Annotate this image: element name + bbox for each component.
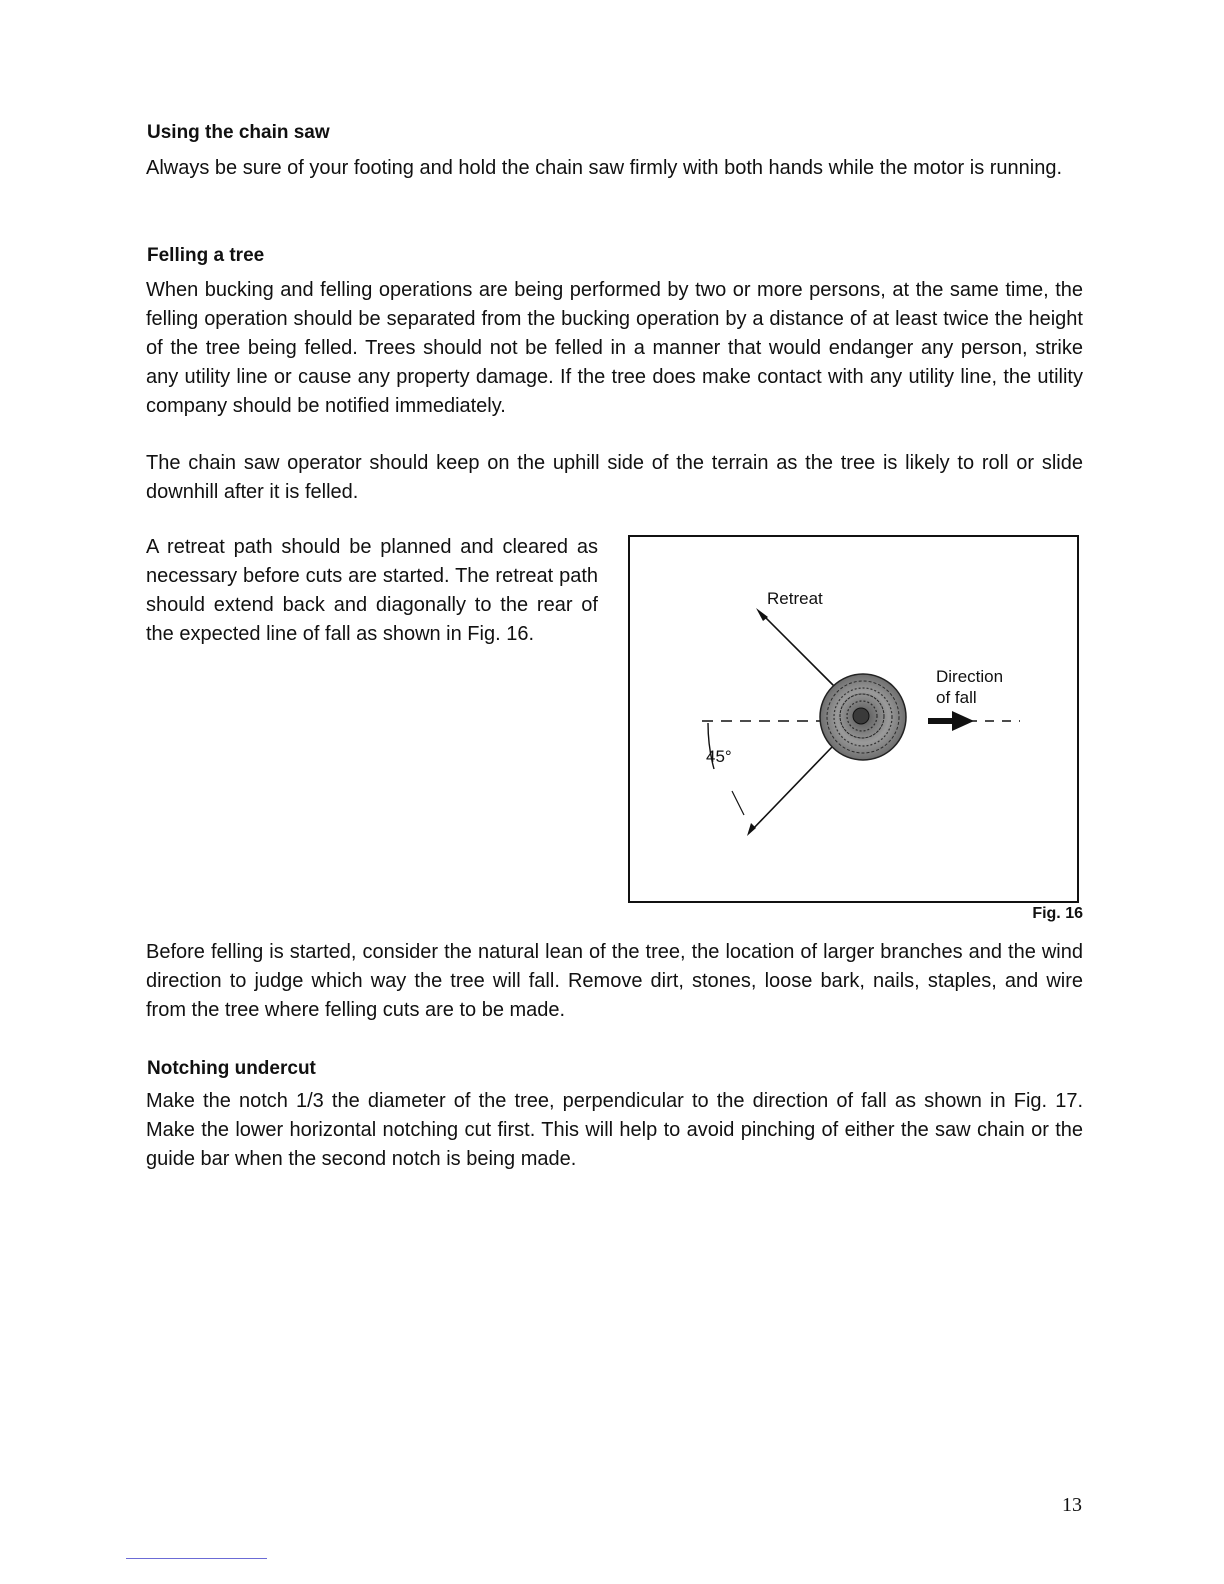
figure-caption: Fig. 16: [1032, 905, 1083, 922]
paragraph-retreat-path: A retreat path should be planned and cleared as necessary before cuts are started. The retreat path should extend back and diagonally to the rear of the expected line of fall as shown in Fig. 16.: [146, 536, 598, 645]
angle-label: 45°: [706, 747, 732, 766]
tree-trunk-icon: [820, 674, 906, 760]
paragraph-before-felling: Before felling is started, consider the natural lean of the tree, the location of larger branches and the wind direction to judge which way the tree will fall. Remove dirt, stones, loose bark, nails, staples, and wire from the tree where felling cuts are to be made.: [146, 941, 1083, 1021]
retreat-label: Retreat: [767, 589, 823, 608]
felling-diagram-svg: [630, 537, 1077, 901]
paragraph-felling-operations: When bucking and felling operations are being performed by two or more persons, at the same time, the felling operation should be separated from the bucking operation by a distance of at least twice the height of the tree being felled. Trees should not be felled in a manner that would endanger any person, strike any utility line or cause any property damage. If the tree does make contact with any utility line, the utility company should be notified immediately.: [146, 279, 1083, 417]
page-number: 13: [1062, 1494, 1082, 1516]
direction-arrowhead: [952, 711, 974, 731]
paragraph-uphill-side: The chain saw operator should keep on the uphill side of the terrain as the tree is likely to roll or slide downhill after it is felled.: [146, 452, 1083, 503]
retreat-arrowhead-diagonal: [747, 823, 756, 836]
footer-rule: [126, 1558, 267, 1559]
heading-using-chain-saw: Using the chain saw: [147, 122, 330, 143]
direction-label-line2: of fall: [936, 688, 977, 707]
angle-arc-lower: [732, 791, 744, 815]
direction-label-line1: Direction: [936, 667, 1004, 686]
heading-felling-a-tree: Felling a tree: [147, 245, 265, 266]
figure-16-felling-diagram: [628, 535, 1079, 903]
retreat-line-diagonal: [751, 747, 832, 831]
paragraph-using-chain-saw: Always be sure of your footing and hold the chain saw firmly with both hands while the motor is running.: [146, 157, 1063, 179]
paragraph-notching-undercut: Make the notch 1/3 the diameter of the tree, perpendicular to the direction of fall as shown in Fig. 17. Make the lower horizontal notching cut first. This will help to avoid pinching of either the saw chain or the guide bar when the second notch is being made.: [146, 1090, 1083, 1170]
retreat-line-back: [761, 613, 834, 686]
heading-notching-undercut: Notching undercut: [147, 1058, 316, 1079]
